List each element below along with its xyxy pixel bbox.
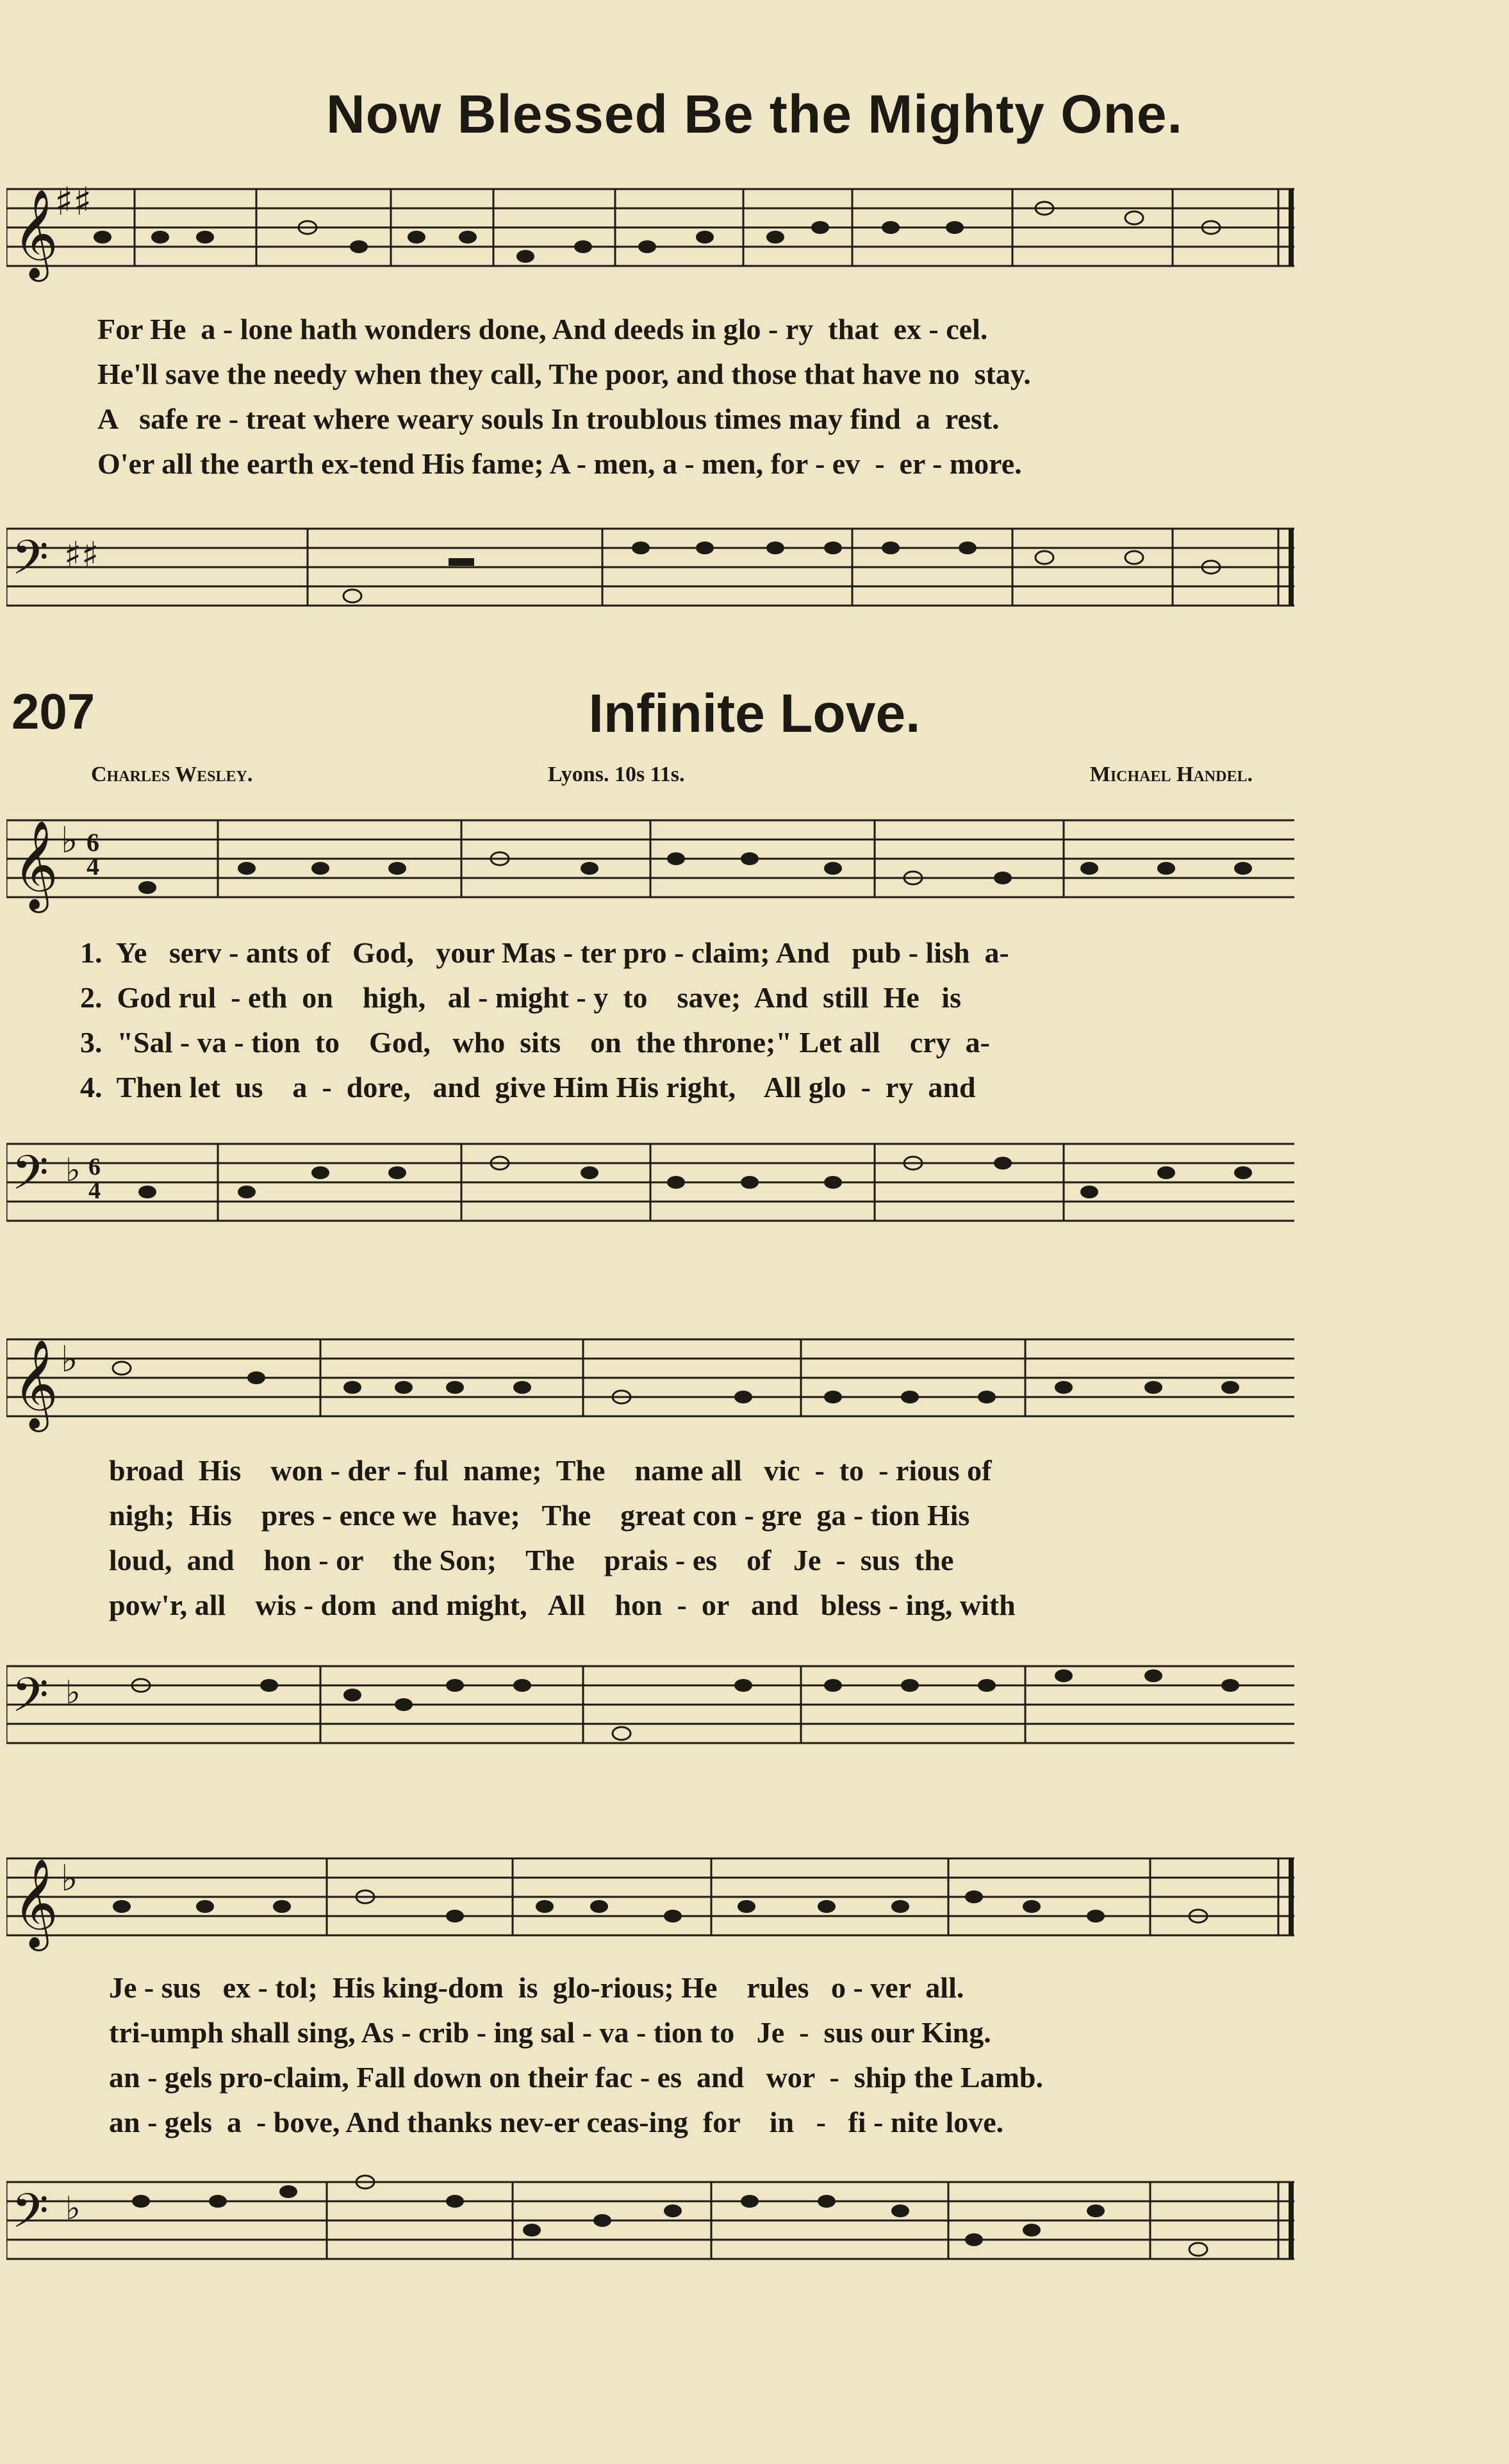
staff-1-bass [6,1118,1301,1240]
hymn-number: 207 [12,683,95,740]
svg-text:6: 6 [88,1153,101,1180]
staff-2-treble [6,1314,1301,1435]
lyric-line: nigh; His pres - ence we have; The great con - gre ga - tion His [109,1499,970,1532]
svg-text:♯♯: ♯♯ [54,179,92,224]
svg-text:𝄞: 𝄞 [13,820,58,909]
hymn-title: Infinite Love. [588,683,921,743]
lyric-line: He'll save the needy when they call, The poor, and those that have no stay. [97,358,1031,390]
lyric-line: loud, and hon - or the Son; The prais - es of Je - sus the [109,1544,954,1576]
lyric-line: O'er all the earth ex-tend His fame; A - men, a - men, for - ev - er - more. [97,447,1022,480]
svg-text:4: 4 [87,852,99,881]
hymn-tune: Lyons. 10s 11s. [548,763,685,786]
svg-text:♭: ♭ [61,820,78,861]
lyric-line: A safe re - treat where weary souls In troublous times may find a rest. [97,402,1000,435]
svg-text:♭: ♭ [65,1152,81,1189]
hymn-title-prev: Now Blessed Be the Mighty One. [326,84,1183,144]
svg-text:♯♯: ♯♯ [64,534,99,576]
svg-text:6: 6 [87,828,99,857]
svg-text:𝄢: 𝄢 [12,2183,49,2251]
staff-2-bass [6,1641,1301,1762]
svg-text:4: 4 [88,1177,101,1204]
staff-3-bass [6,2156,1301,2278]
lyric-line: tri-umph shall sing, As - crib - ing sal - va - tion to Je - sus our King. [109,2016,991,2049]
lyric-line: 3. "Sal - va - tion to God, who sits on the throne;" Let all cry a- [80,1026,990,1059]
hymn-header [0,682,1509,766]
svg-text:♭: ♭ [61,1858,78,1899]
lyric-line: 4. Then let us a - dore, and give Him His right, All glo - ry and [80,1071,976,1104]
svg-text:♭: ♭ [65,2190,81,2227]
svg-text:♭: ♭ [61,1339,78,1380]
hymn-composer: Michael Handel. [1089,763,1253,786]
staff-prev-bass [6,503,1301,625]
svg-text:𝄢: 𝄢 [12,1145,49,1212]
lyric-line: Je - sus ex - tol; His king-dom is glo-rious; He rules o - ver all. [109,1971,964,2004]
lyric-line: For He a - lone hath wonders done, And deeds in glo - ry that ex - cel. [97,313,988,345]
svg-text:𝄢: 𝄢 [12,1667,49,1735]
svg-text:𝄞: 𝄞 [13,1858,58,1947]
staff-3-treble [6,1833,1301,1955]
lyric-line: 1. Ye serv - ants of God, your Mas - ter pro - claim; And pub - lish a- [80,936,1009,969]
hymn-credits [0,763,1509,795]
hymn-author: Charles Wesley. [91,763,253,786]
lyric-line: pow'r, all wis - dom and might, All hon - or and bless - ing, with [109,1589,1016,1621]
svg-text:𝄞: 𝄞 [13,189,58,278]
svg-text:𝄢: 𝄢 [12,530,49,597]
svg-text:♭: ♭ [65,1674,81,1711]
lyric-line: 2. God rul - eth on high, al - might - y to save; And still He is [80,981,961,1014]
lyric-line: an - gels a - bove, And thanks nev-er ceas-ing for in - fi - nite love. [109,2106,1004,2138]
staff-1-treble [6,795,1301,916]
lyric-line: an - gels pro-claim, Fall down on their fac - es and wor - ship the Lamb. [109,2061,1044,2094]
staff-prev-treble [6,163,1301,285]
svg-text:𝄞: 𝄞 [13,1339,58,1428]
lyric-line: broad His won - der - ful name; The name all vic - to - rious of [109,1454,992,1487]
